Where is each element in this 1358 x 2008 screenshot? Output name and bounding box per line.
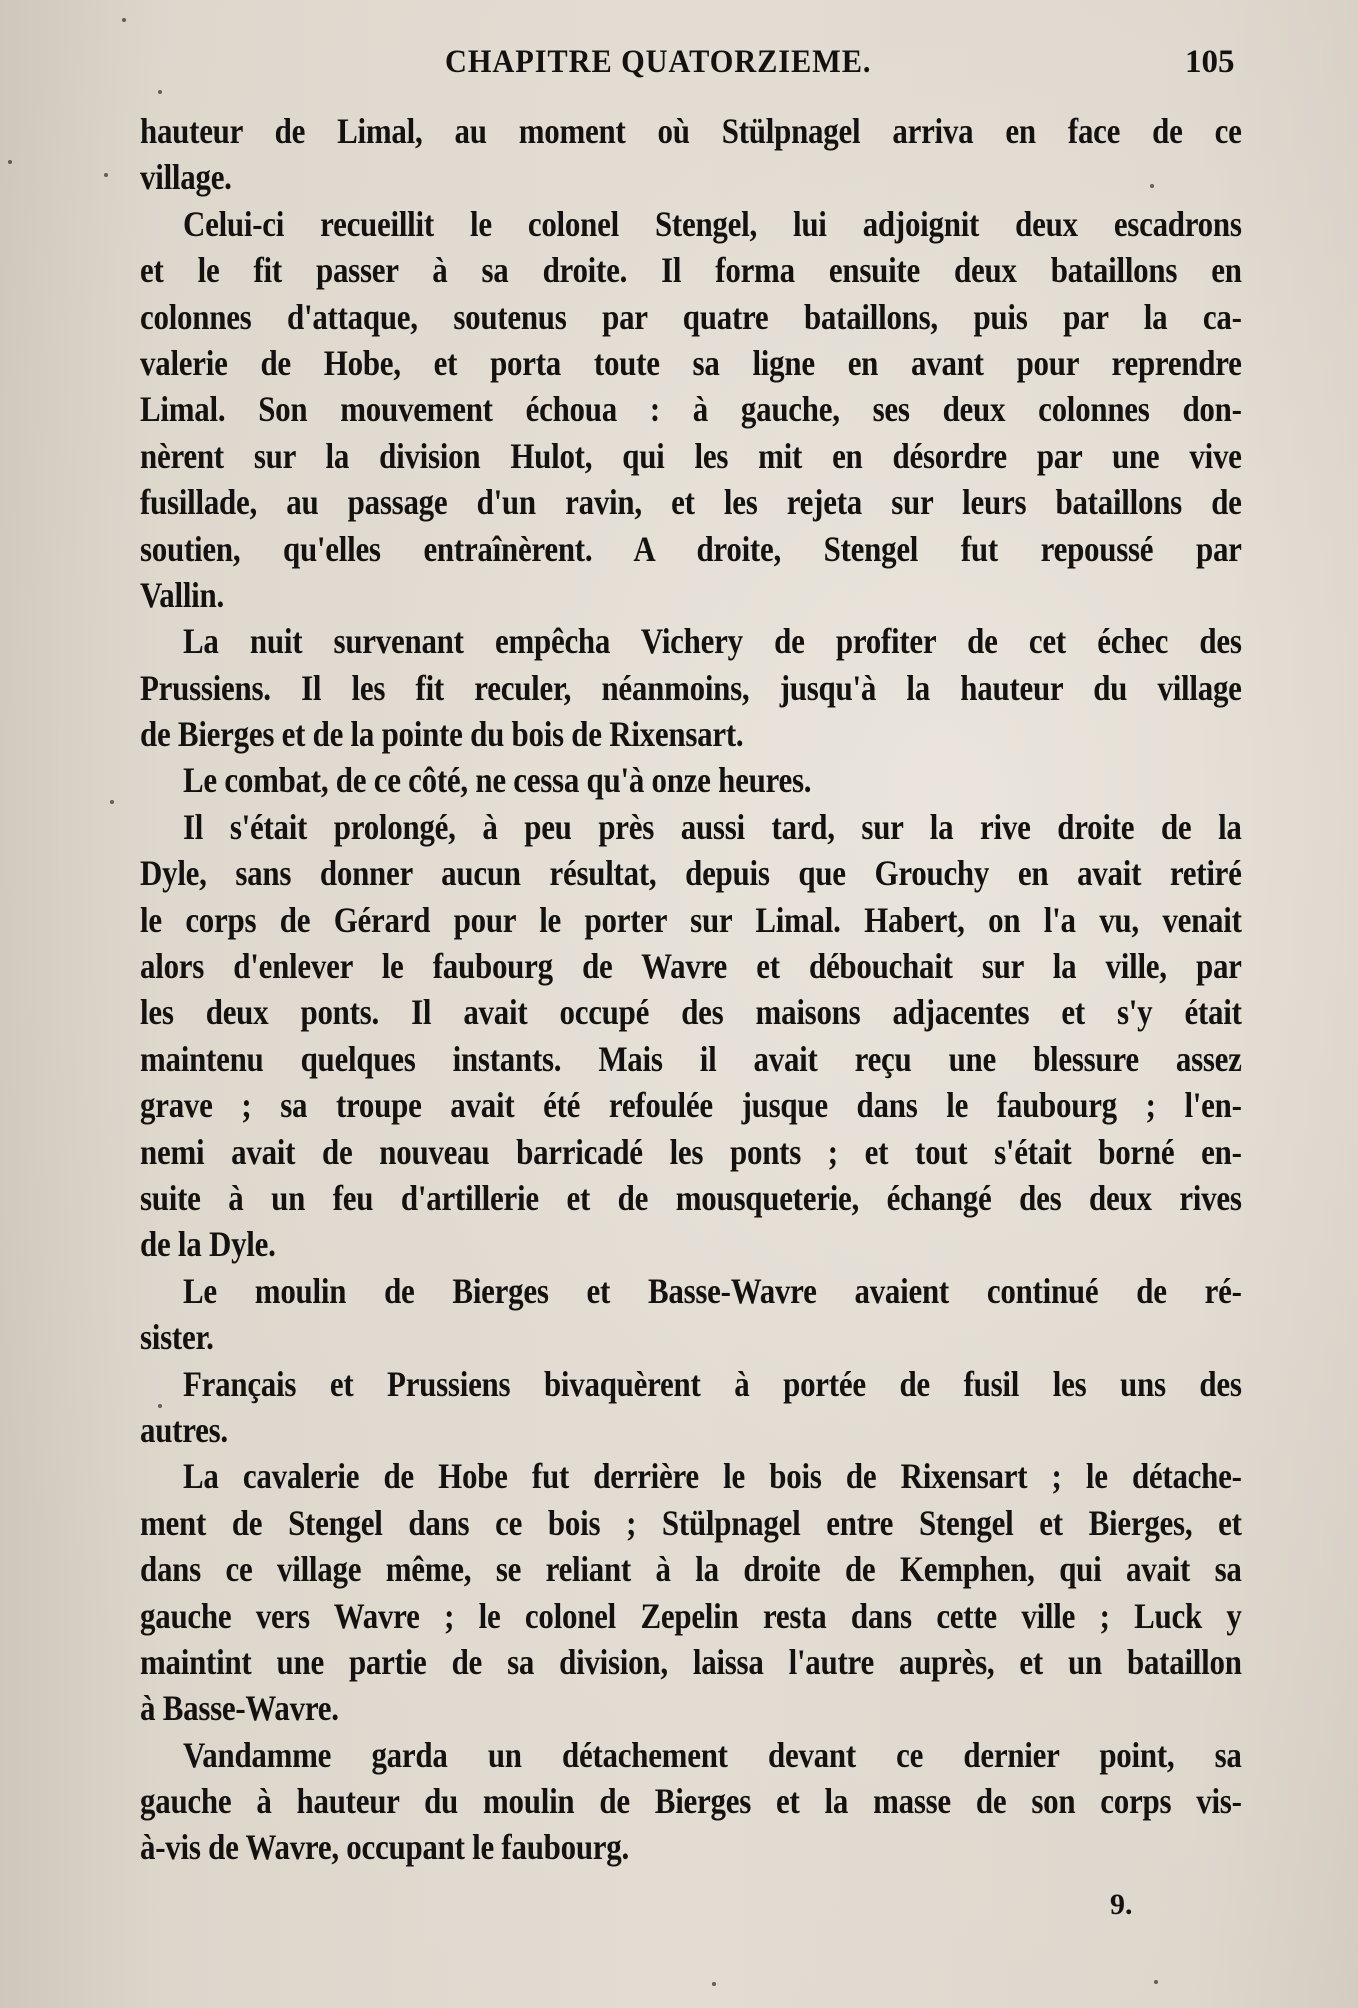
text-line: Dyle, sans donner aucun résultat, depuis que Grouchy en avait retiré bbox=[140, 853, 1242, 894]
paragraph bbox=[140, 1453, 1242, 1731]
text-line: grave ; sa troupe avait été refoulée jusque dans le faubourg ; l'en- bbox=[140, 1085, 1242, 1126]
text-line: Vandamme garda un détachement devant ce dernier point, sa bbox=[183, 1734, 1242, 1775]
text-line: et le fit passer à sa droite. Il forma ensuite deux bataillons en bbox=[140, 250, 1242, 291]
paper-speck bbox=[158, 90, 162, 94]
text-line: hauteur de Limal, au moment où Stülpnagel arriva en face de ce bbox=[140, 111, 1242, 151]
paragraph bbox=[140, 201, 1242, 619]
text-line: Il s'était prolongé, à peu près aussi tard, sur la rive droite de la bbox=[183, 806, 1242, 847]
running-head bbox=[140, 44, 1240, 84]
text-line: à Basse-Wavre. bbox=[140, 1688, 339, 1729]
paper-speck bbox=[1154, 1980, 1158, 1984]
text-line: gauche à hauteur du moulin de Bierges et la masse de son corps vis- bbox=[140, 1781, 1242, 1822]
text-line: nemi avait de nouveau barricadé les ponts ; et tout s'était borné en- bbox=[140, 1131, 1242, 1172]
text-line: le corps de Gérard pour le porter sur Limal. Habert, on l'a vu, venait bbox=[140, 899, 1242, 940]
text-line: ment de Stengel dans ce bois ; Stülpnagel entre Stengel et Bierges, et bbox=[140, 1502, 1242, 1543]
text-line: Celui-ci recueillit le colonel Stengel, lui adjoignit deux escadrons bbox=[183, 203, 1242, 244]
text-line: dans ce village même, se reliant à la droite de Kemphen, qui avait sa bbox=[140, 1549, 1242, 1590]
text-line: village. bbox=[140, 157, 232, 198]
text-line: nèrent sur la division Hulot, qui les mit en désordre par une vive bbox=[140, 435, 1242, 476]
page-number: 105 bbox=[1185, 44, 1235, 80]
text-line: Vallin. bbox=[140, 574, 224, 615]
text-line: Le combat, de ce côté, ne cessa qu'à onze heures. bbox=[183, 760, 812, 801]
text-line: de Bierges et de la pointe du bois de Rixensart. bbox=[140, 714, 744, 755]
text-line: Le moulin de Bierges et Basse-Wavre avaient continué de ré- bbox=[183, 1270, 1242, 1311]
paper-speck bbox=[104, 173, 108, 177]
text-line: colonnes d'attaque, soutenus par quatre bataillons, puis par la ca- bbox=[140, 296, 1242, 337]
paragraph bbox=[140, 1732, 1242, 1871]
text-line: alors d'enlever le faubourg de Wavre et débouchait sur la ville, par bbox=[140, 946, 1242, 987]
paragraph bbox=[140, 757, 1242, 803]
text-line: La nuit survenant empêcha Vichery de profiter de cet échec des bbox=[183, 621, 1242, 662]
paper-speck bbox=[158, 1404, 162, 1408]
text-line: à-vis de Wavre, occupant le faubourg. bbox=[140, 1827, 629, 1868]
text-line: fusillade, au passage d'un ravin, et les rejeta sur leurs bataillons de bbox=[140, 482, 1242, 523]
paragraph bbox=[140, 618, 1242, 757]
signature-mark: 9. bbox=[1110, 1888, 1133, 1921]
paragraph bbox=[140, 1268, 1242, 1361]
text-line: soutien, qu'elles entraînèrent. A droite, Stengel fut repoussé par bbox=[140, 528, 1242, 569]
text-line: maintenu quelques instants. Mais il avait reçu une blessure assez bbox=[140, 1038, 1242, 1079]
text-line: Français et Prussiens bivaquèrent à portée de fusil les uns des bbox=[183, 1363, 1242, 1404]
paragraph bbox=[140, 108, 1242, 201]
paper-speck bbox=[1150, 184, 1154, 188]
text-line: Prussiens. Il les fit reculer, néanmoins, jusqu'à la hauteur du village bbox=[140, 667, 1242, 708]
text-line: Limal. Son mouvement échoua : à gauche, ses deux colonnes don- bbox=[140, 389, 1242, 430]
text-line: sister. bbox=[140, 1317, 214, 1358]
paper-speck bbox=[110, 800, 114, 804]
text-line: suite à un feu d'artillerie et de mousqueterie, échangé des deux rives bbox=[140, 1177, 1242, 1218]
text-line: valerie de Hobe, et porta toute sa ligne en avant pour reprendre bbox=[140, 342, 1242, 383]
paper-speck bbox=[8, 160, 12, 164]
paragraph bbox=[140, 1361, 1242, 1454]
paper-speck bbox=[122, 18, 126, 22]
paper-speck bbox=[712, 1982, 716, 1986]
text-line: autres. bbox=[140, 1409, 228, 1450]
text-line: de la Dyle. bbox=[140, 1224, 276, 1265]
text-line: maintint une partie de sa division, laissa l'autre auprès, et un bataillon bbox=[140, 1641, 1242, 1682]
text-line: les deux ponts. Il avait occupé des maisons adjacentes et s'y était bbox=[140, 992, 1242, 1033]
chapter-title: CHAPITRE QUATORZIEME. bbox=[445, 44, 872, 80]
body-text bbox=[140, 108, 1242, 1871]
text-line: gauche vers Wavre ; le colonel Zepelin resta dans cette ville ; Luck y bbox=[140, 1595, 1242, 1636]
text-line: La cavalerie de Hobe fut derrière le bois de Rixensart ; le détache- bbox=[183, 1456, 1242, 1497]
paragraph bbox=[140, 804, 1242, 1268]
